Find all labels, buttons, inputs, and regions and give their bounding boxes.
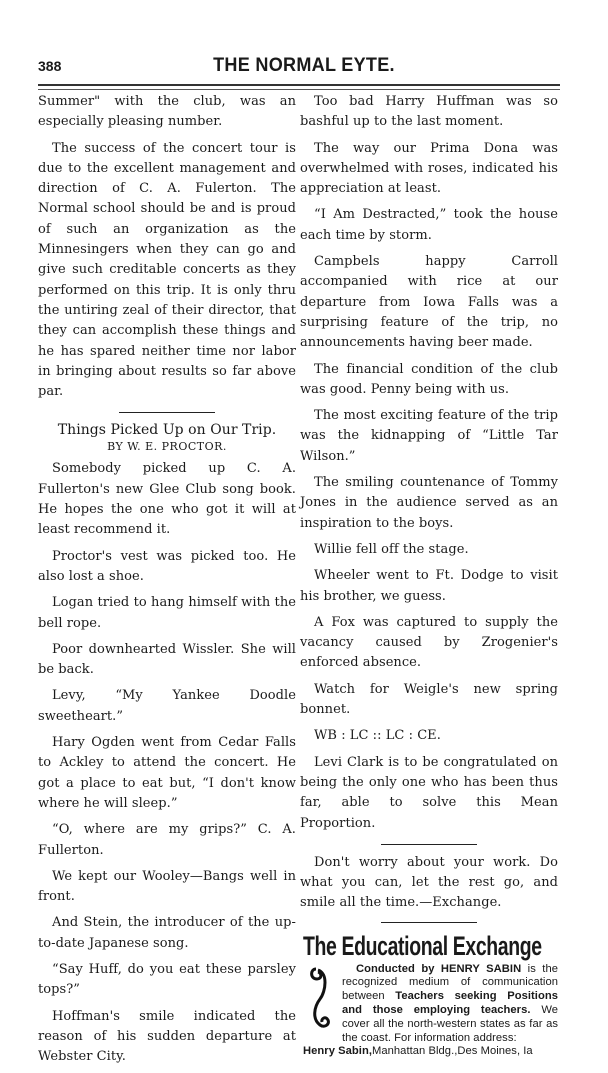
paragraph: Poor downhearted Wissler. She will be back. — [38, 641, 296, 678]
paragraph: And Stein, the introducer of the up-to-date Japanese song. — [38, 915, 296, 951]
paragraph: Campbels happy Carroll accompanied with rice at our departure from Iowa Falls was a surprising feature of the trip, no announcements having beer made. — [300, 254, 558, 351]
paragraph: Willie fell off the stage. — [314, 541, 469, 557]
ad-address: Manhattan Bldg.,Des Moines, Ia — [372, 1045, 533, 1058]
paragraph: WB : LC :: LC : CE. — [314, 728, 441, 744]
paragraph: “Say Huff, do you eat these parsley tops?” — [38, 961, 296, 998]
paragraph: “O, where are my grips?” C. A. Fullerton. — [38, 822, 296, 858]
paragraph: The most exciting feature of the trip was the kidnapping of “Little Tar Wilson.” — [300, 408, 558, 464]
right-column — [300, 92, 558, 1059]
ad-text: We cover all the north-western states as far as the coast. For information address: — [342, 1004, 558, 1044]
ad-text: is the recognized medium of communication between — [342, 962, 558, 1003]
article-byline: BY W. E. PROCTOR. — [107, 440, 227, 454]
ad-address-name: Henry Sabin, — [303, 1045, 372, 1058]
paragraph: Hoffman's smile indicated the reason of his sudden departure at Webster City. — [38, 1008, 296, 1065]
paragraph: Somebody picked up C. A. Fullerton's new Glee Club song book. He hopes the one who got it will at least recommend it. — [38, 461, 296, 538]
page-number: 388 — [38, 58, 62, 74]
advertisement — [300, 963, 558, 1060]
paragraph: The smiling countenance of Tommy Jones in the audience served as an inspiration to the boys. — [300, 475, 558, 531]
closing-paragraph: Don't worry about your work. Do what you can, let the rest go, and smile all the time.—Exchange. — [300, 854, 558, 911]
ad-title: The Educational Exchange — [303, 930, 542, 961]
section-divider — [381, 844, 477, 845]
paragraph: We kept our Wooley—Bangs well in front. — [38, 868, 296, 905]
paragraph: The success of the concert tour is due to the excellent management and direction of C. A. Fulerton. The Normal school should be and is proud of such an organization as the Minnesingers when they can go and give such creditable concerts as they performed on this trip. It is only thru the untiring zeal of their director, that they can accomplish these things and he has spared neither time nor labor in bringing about results so far above par. — [38, 140, 296, 400]
section-divider — [381, 922, 477, 923]
paragraph: Logan tried to hang himself with the bell rope. — [38, 595, 296, 631]
paragraph: Levi Clark is to be congratulated on being the only one who has been thus far, able to solve this Mean Proportion. — [300, 754, 558, 831]
paragraph: The way our Prima Dona was overwhelmed with roses, indicated his appreciation at least. — [300, 140, 558, 197]
ad-bold-text: Teachers seeking Positions and those employing teachers. — [342, 990, 558, 1017]
paragraph: “I Am Destracted,” took the house each time by storm. — [300, 207, 558, 243]
paragraph: Levy, “My Yankee Doodle sweetheart.” — [38, 688, 296, 724]
ornamental-brace-icon — [308, 965, 334, 1031]
paragraph: Proctor's vest was picked too. He also lost a shoe. — [38, 548, 296, 584]
paragraph: Wheeler went to Ft. Dodge to visit his brother, we guess. — [300, 568, 558, 604]
paragraph: Hary Ogden went from Cedar Falls to Ackley to attend the concert. He got a place to eat but, “I don't know where he will sleep.” — [38, 735, 296, 811]
paragraph: Watch for Weigle's new spring bonnet. — [300, 681, 558, 718]
paragraph: The financial condition of the club was good. Penny being with us. — [300, 361, 558, 397]
paragraph: Too bad Harry Huffman was so bashful up to the last moment. — [300, 94, 558, 130]
running-title: THE NORMAL EYTE. — [213, 55, 395, 76]
article-title: Things Picked Up on Our Trip. — [57, 422, 277, 439]
paragraph: Summer" with the club, was an especially pleasing number. — [38, 94, 296, 130]
ad-lead: Conducted by HENRY SABIN — [356, 962, 522, 975]
section-divider — [119, 412, 215, 413]
left-column — [38, 92, 296, 1073]
header-rule — [38, 84, 560, 90]
paragraph: A Fox was captured to supply the vacancy caused by Zrogenier's enforced absence. — [300, 614, 558, 671]
